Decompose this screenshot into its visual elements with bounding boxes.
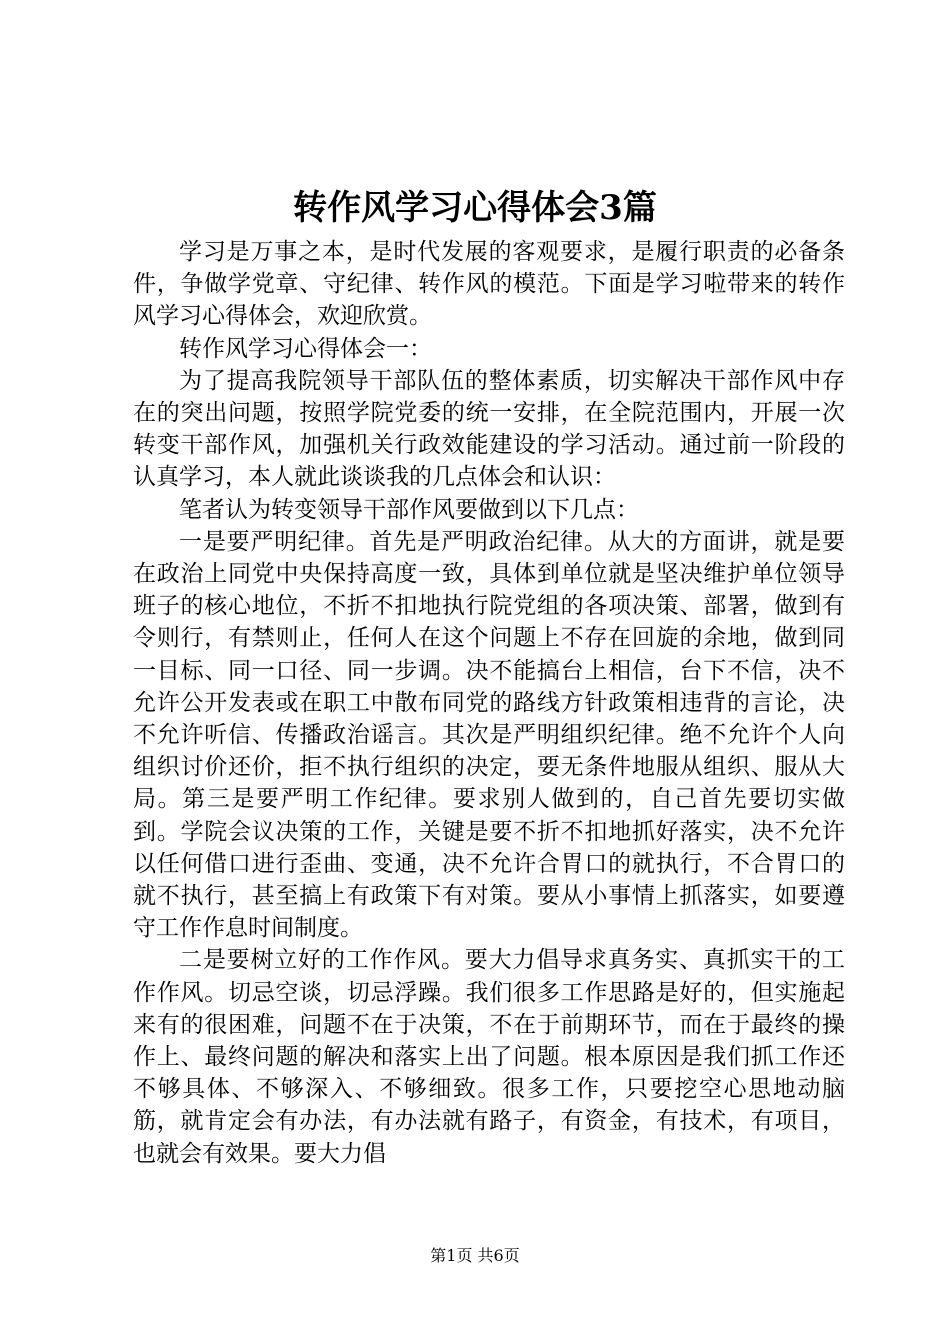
document-body — [133, 236, 845, 1170]
page-footer: 第1页 共6页 — [430, 1246, 520, 1265]
paragraph-intro: 学习是万事之本，是时代发展的客观要求，是履行职责的必备条件，争做学党章、守纪律、转作风的模范。下面是学习啦带来的转作风学习心得体会，欢迎欣赏。 — [133, 239, 845, 330]
paragraph: 一是要严明纪律。首先是严明政治纪律。从大的方面讲，就是要在政治上同党中央保持高度一致，具体到单位就是坚决维护单位领导班子的核心地位，不折不扣地执行院党组的各项决策、部署，做到有令则行，有禁则止，任何人在这个问题上不存在回旋的余地，做到同一目标、同一口径、同一步调。决不能搞台上相信，台下不信，决不允许公开发表或在职工中散布同党的路线方针政策相违背的言论，决不允许听信、传播政治谣言。其次是严明组织纪律。绝不允许个人向组织讨价还价，拒不执行组织的决定，要无条件地服从组织、服从大局。第三是要严明工作纪律。要求别人做到的，自己首先要切实做到。学院会议决策的工作，关键是要不折不扣地抓好落实，决不允许以任何借口进行歪曲、变通，决不允许合胃口的就执行，不合胃口的就不执行，甚至搞上有政策下有对策。要从小事情上抓落实，如要遵守工作作息时间制度。 — [133, 528, 845, 942]
document-title: 转作风学习心得体会3篇 — [293, 188, 657, 228]
section-heading: 转作风学习心得体会一： — [179, 335, 432, 362]
paragraph: 二是要树立好的工作作风。要大力倡导求真务实、真抓实干的工作作风。切忌空谈，切忌浮躁。我们很多工作思路是好的，但实施起来有的很困难，问题不在于决策，不在于前期环节，而在于最终的操作上、最终问题的解决和落实上出了问题。根本原因是我们抓工作还不够具体、不够深入、不够细致。很多工作，只要挖空心思地动脑筋，就肯定会有办法，有办法就有路子，有资金，有技术，有项目，也就会有效果。要大力倡 — [133, 947, 845, 1167]
paragraph: 为了提高我院领导干部队伍的整体素质，切实解决干部作风中存在的突出问题，按照学院党委的统一安排，在全院范围内，开展一次转变干部作风，加强机关行政效能建设的学习活动。通过前一阶段的认真学习，本人就此谈谈我的几点体会和认识： — [133, 367, 845, 491]
paragraph: 笔者认为转变领导干部作风要做到以下几点： — [179, 496, 639, 523]
